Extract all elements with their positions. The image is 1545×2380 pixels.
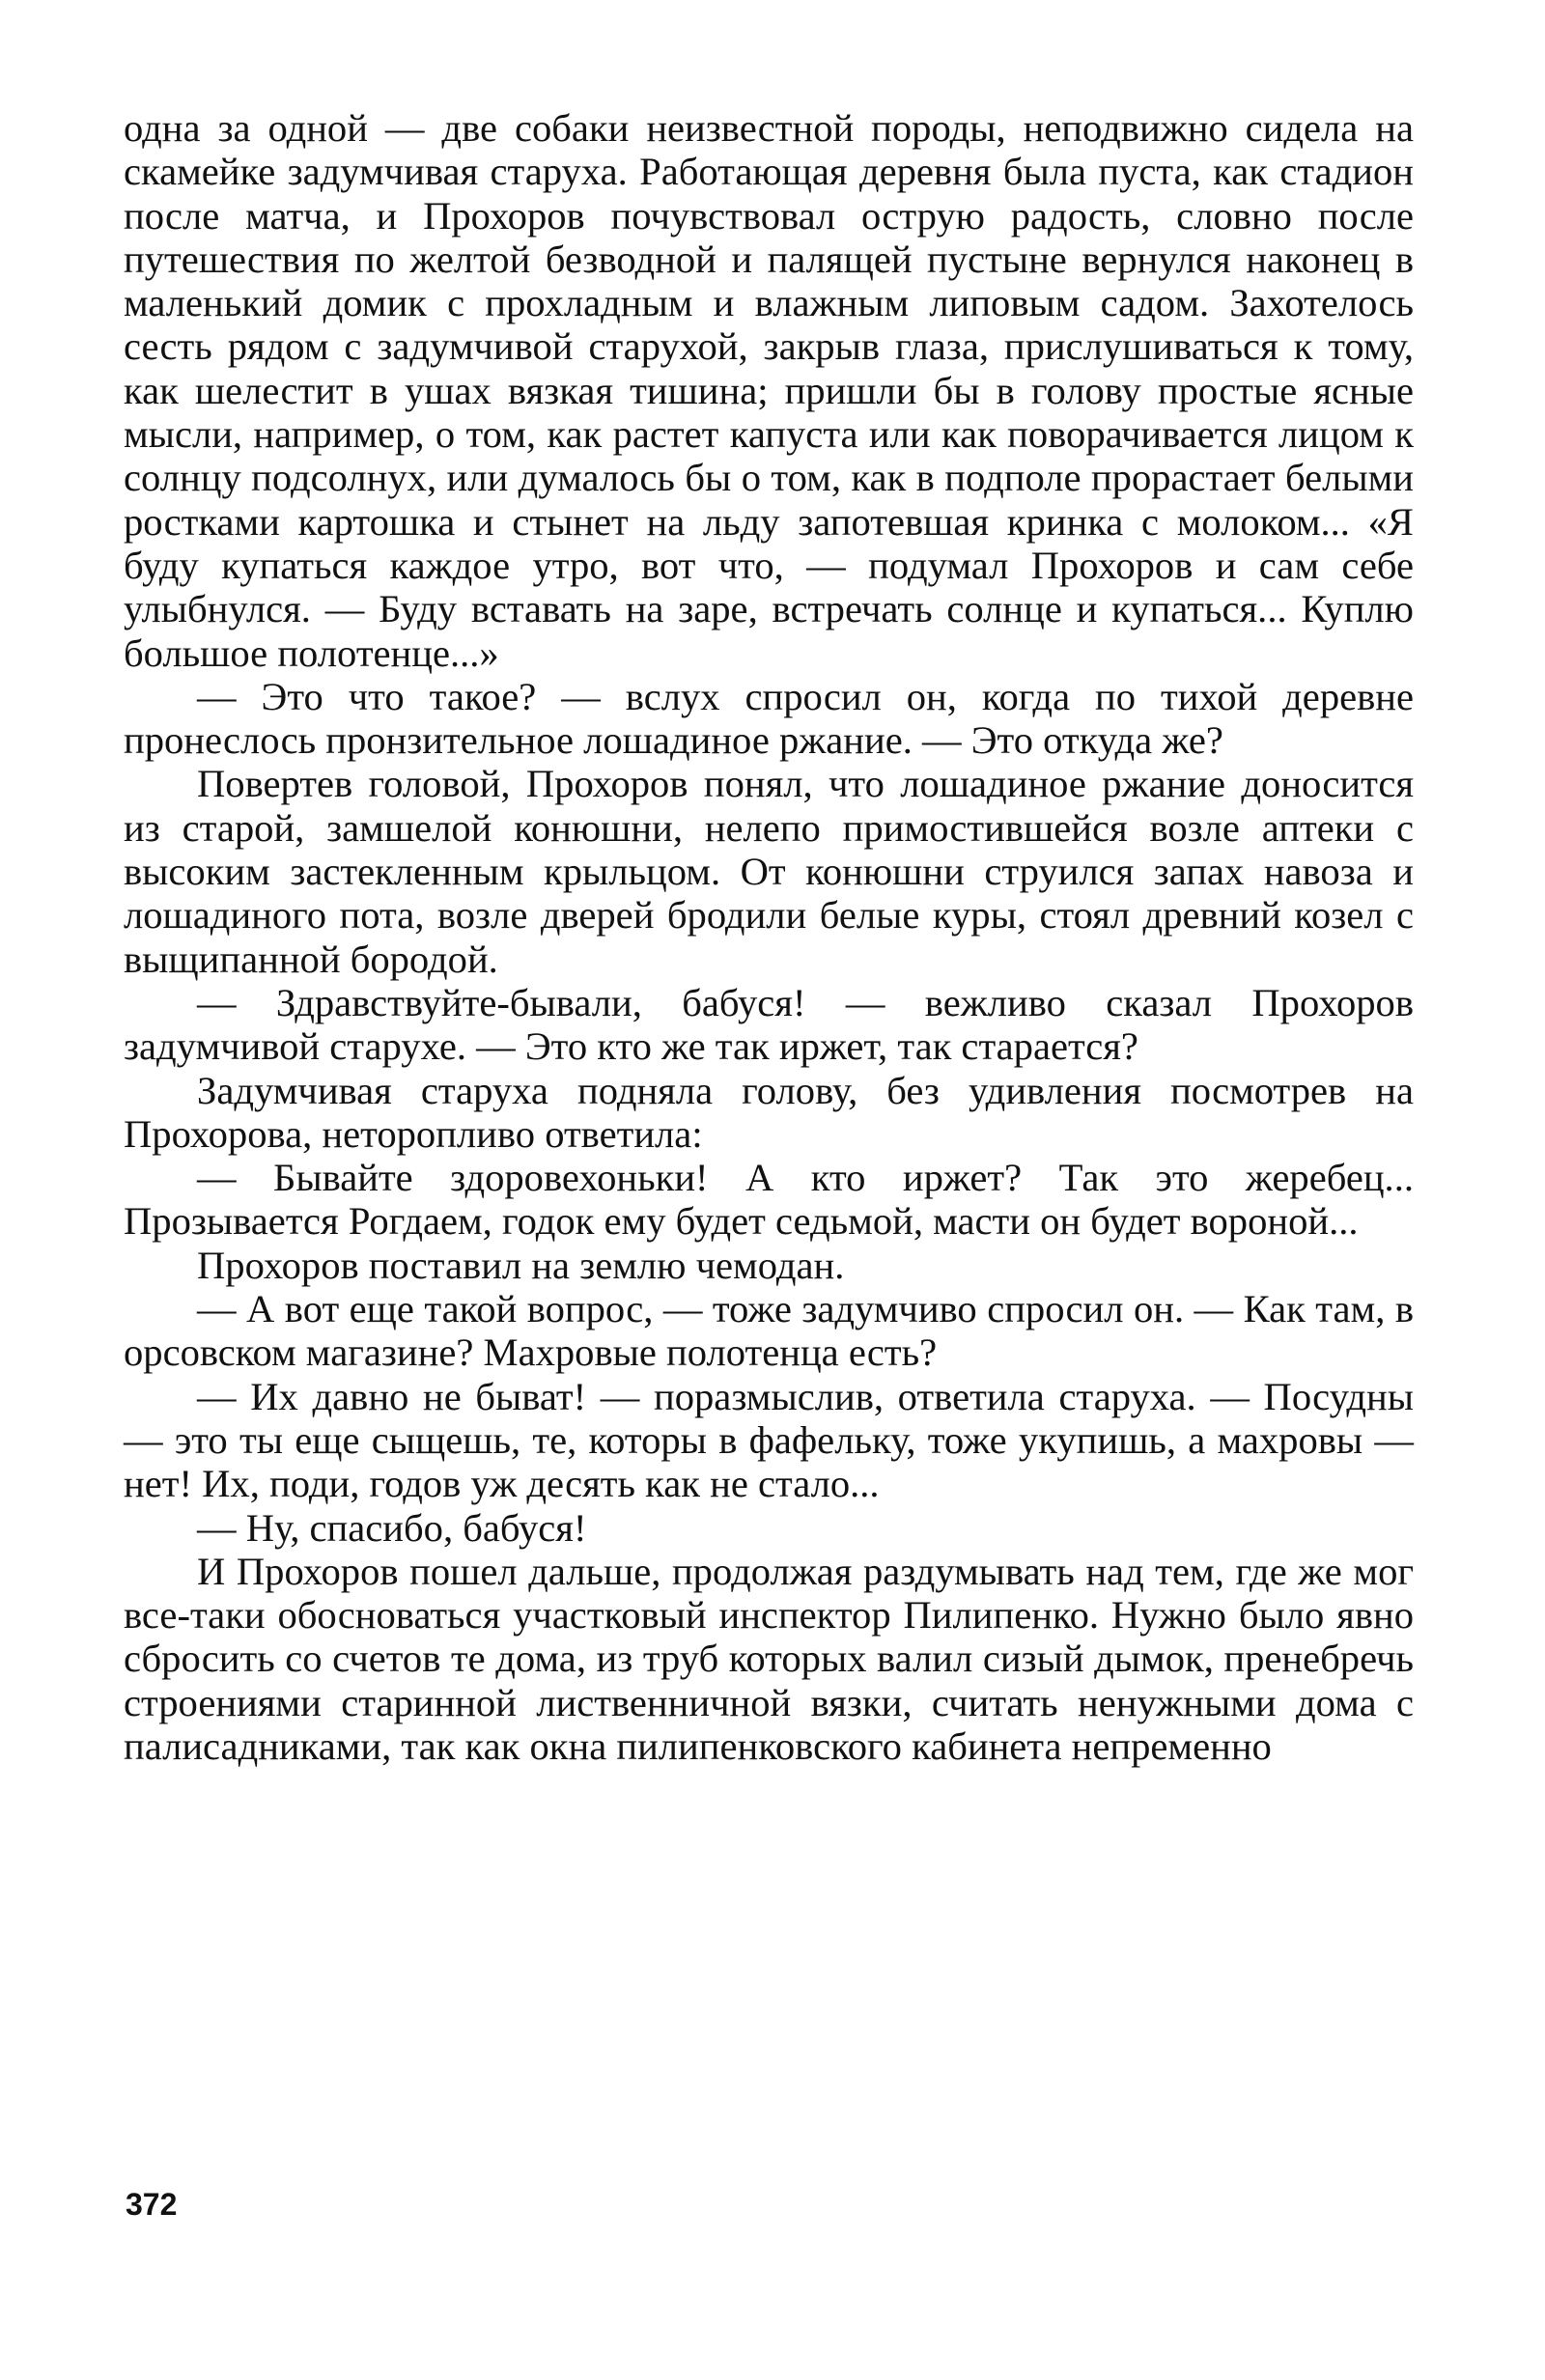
- paragraph-4: — Здравствуйте-бывали, бабуся! — вежливо сказал Прохоров задумчивой старухе. — Это кто же так иржет, так старается?: [124, 980, 1414, 1069]
- paragraph-5: Задумчивая старуха подняла голову, без удивления посмотрев на Прохорова, неторопливо ответила:: [124, 1068, 1414, 1156]
- paragraph-3: Повертев головой, Прохоров понял, что лошадиное ржание доносится из старой, замшелой конюшни, нелепо примостившейся возле аптеки с высоким застекленным крыльцом. От конюшни струился запах навоза и лошадиного пота, возле дверей бродили белые куры, стоял древний козел с выщипанной бородой.: [124, 762, 1414, 981]
- paragraph-2: — Это что такое? — вслух спросил он, когда по тихой деревне пронеслось пронзительное лошадиное ржание. — Это откуда же?: [124, 674, 1414, 763]
- paragraph-1: одна за одной — две собаки неизвестной породы, неподвижно сидела на скамейке задумчивая старуха. Работающая деревня была пуста, как стадион после матча, и Прохоров почувствовал острую радость, словно после путешествия по желтой безводной и палящей пустыне вернулся наконец в маленький домик с прохладным и влажным липовым садом. Захотелось сесть рядом с задумчивой старухой, закрыв глаза, прислушиваться к тому, как шелестит в ушах вязкая тишина; пришли бы в голову простые ясные мысли, например, о том, как растет капуста или как поворачивается лицом к солнцу подсолнух, или думалось бы о том, как в подполе прорастает белыми ростками картошка и стынет на льду запотевшая кринка с молоком... «Я буду купаться каждое утро, вот что, — подумал Прохоров и сам себе улыбнулся. — Буду вставать на заре, встречать солнце и купаться... Куплю большое полотенце...»: [124, 106, 1414, 675]
- paragraph-10: — Ну, спасибо, бабуся!: [197, 1505, 587, 1550]
- paragraph-9: — Их давно не быват! — поразмыслив, ответила старуха. — Посудны — это ты еще сыщешь, те, которы в фафельку, тоже укупишь, а махровы — нет! Их, поди, годов уж десять как не стало...: [124, 1374, 1414, 1506]
- page-number: 372: [126, 2187, 178, 2222]
- paragraph-11: И Прохоров пошел дальше, продолжая раздумывать над тем, где же мог все-таки обосноваться участковый инспектор Пилипенко. Нужно было явно сбросить со счетов те дома, из труб которых валил сизый дымок, пренебречь строениями старинной лиственничной вязки, считать ненужными дома с палисадниками, так как окна пилипенковского кабинета непременно: [124, 1549, 1414, 1768]
- paragraph-7: Прохоров поставил на землю чемодан.: [197, 1243, 845, 1287]
- paragraph-6: — Бывайте здоровехоньки! А кто иржет? Так это жеребец... Прозывается Рогдаем, годок ему будет седьмой, масти он будет вороной...: [124, 1156, 1414, 1244]
- body-text: [124, 106, 1414, 1768]
- paragraph-8: — А вот еще такой вопрос, — тоже задумчиво спросил он. — Как там, в орсовском магазине? Махровые полотенца есть?: [124, 1287, 1414, 1375]
